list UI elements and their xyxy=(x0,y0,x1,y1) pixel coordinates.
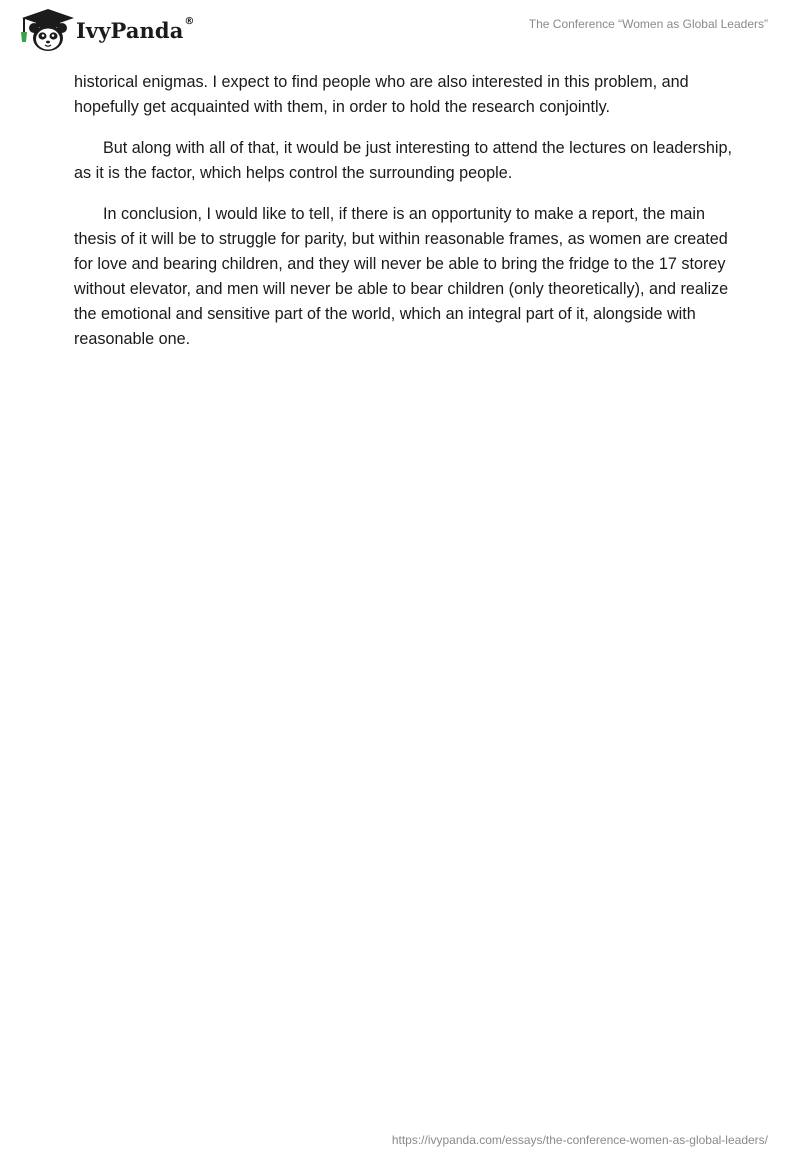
panda-graduation-cap-logo-icon xyxy=(14,8,74,52)
paragraph-continuation: historical enigmas. I expect to find people who are also interested in this problem, and hopefully get acquainted with them, in order to hold the research conjointly. xyxy=(74,73,689,116)
brand-name: IvyPanda® xyxy=(76,15,195,43)
ivypanda-logo[interactable] xyxy=(14,8,195,52)
essay-body xyxy=(74,70,734,368)
paragraph-lectures: But along with all of that, it would be just interesting to attend the lectures on leadership, as it is the factor, which helps control the surrounding people. xyxy=(74,139,732,182)
footer-source-url[interactable]: https://ivypanda.com/essays/the-conference-women-as-global-leaders/ xyxy=(391,1133,768,1147)
registered-mark: ® xyxy=(184,15,195,27)
paragraph-conclusion: In conclusion, I would like to tell, if there is an opportunity to make a report, the main thesis of it will be to struggle for parity, but within reasonable frames, as women are created for love and bearing children, and they will never be able to bring the fridge to the 17 storey without elevator, and men will never be able to bear children (only theoretically), and realize the emotional and sensitive part of the world, which an integral part of it, alongside with reasonable one. xyxy=(74,205,729,348)
page-header xyxy=(0,0,800,70)
document-title: The Conference “Women as Global Leaders” xyxy=(528,17,768,31)
